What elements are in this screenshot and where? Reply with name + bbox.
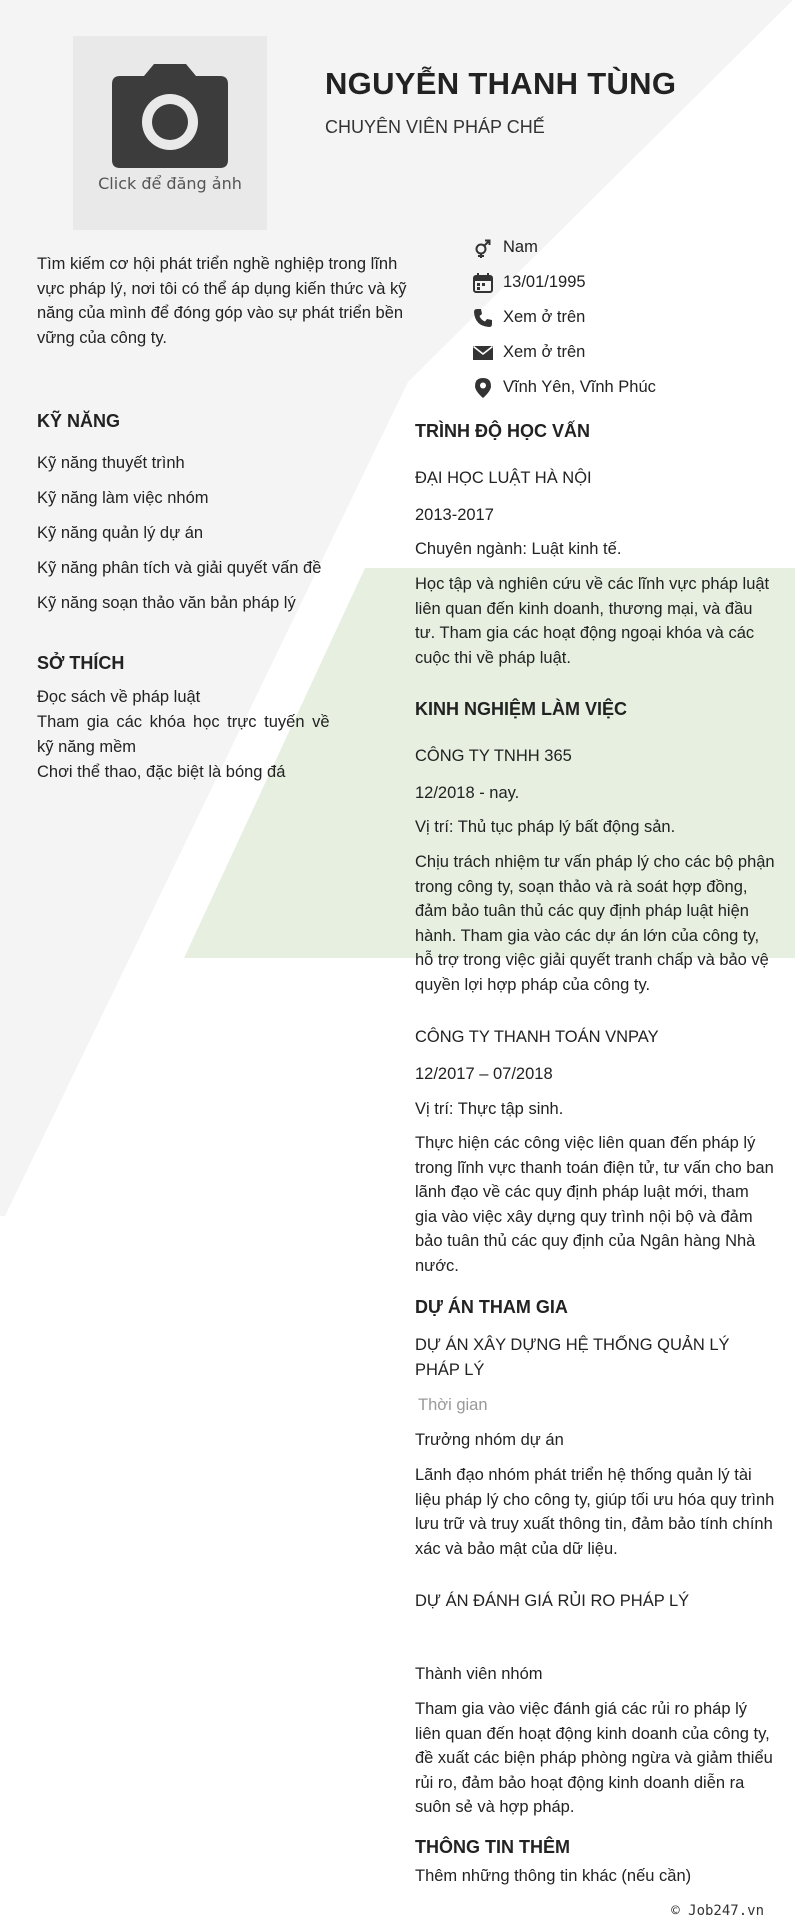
skill-item: Kỹ năng quản lý dự án bbox=[37, 524, 204, 542]
job-description: Thực hiện các công việc liên quan đến pháp lý trong lĩnh vực thanh toán điện tử, tư vấn cho ban lãnh đạo về các quy định pháp luật mới, tham gia vào việc xây dựng quy trình nội bộ và đảm bảo tuân thủ các quy định của Ngân hàng Nhà nước. bbox=[415, 1134, 774, 1275]
skills-list bbox=[37, 453, 347, 628]
project-description: Lãnh đạo nhóm phát triển hệ thống quản lý tài liệu pháp lý cho công ty, giúp tối ưu hóa quy trình lưu trữ và truy xuất thông tin, đảm bảo tính chính xác và bảo mật của dữ liệu. bbox=[415, 1466, 775, 1558]
job-position: Vị trí: Thủ tục pháp lý bất động sản. bbox=[415, 818, 676, 836]
education-period: 2013-2017 bbox=[415, 506, 494, 524]
job-position: Vị trí: Thực tập sinh. bbox=[415, 1100, 564, 1118]
hobbies-list bbox=[37, 685, 347, 785]
company-name: CÔNG TY TNHH 365 bbox=[415, 747, 572, 765]
info-row-birthday bbox=[472, 265, 792, 300]
career-objective: Tìm kiếm cơ hội phát triển nghề nghiệp trong lĩnh vực pháp lý, nơi tôi có thể áp dụng kiến thức và kỹ năng của mình để đóng góp vào sự phát triển bền vững của công ty. bbox=[37, 255, 407, 347]
extra-info-text: Thêm những thông tin khác (nếu cần) bbox=[415, 1867, 692, 1885]
project-time: Thời gian bbox=[418, 1396, 488, 1414]
hobby-item-continued: kỹ năng mềm bbox=[37, 738, 137, 756]
school-name: ĐẠI HỌC LUẬT HÀ NỘI bbox=[415, 469, 592, 487]
skill-item: Kỹ năng soạn thảo văn bản pháp lý bbox=[37, 594, 296, 612]
info-row-address bbox=[472, 370, 792, 405]
info-row-phone bbox=[472, 300, 792, 335]
job-description: Chịu trách nhiệm tư vấn pháp lý cho các bộ phận trong công ty, soạn thảo và rà soát hợp đồng, đảm bảo tuân thủ các quy định pháp luật hiện hành. Tham gia vào các dự án lớn của công ty, hỗ trợ trong việc giải quyết tranh chấp và bảo vệ quyền lợi hợp pháp của công ty. bbox=[415, 853, 775, 994]
footer-copyright: © Job247.vn bbox=[671, 1903, 764, 1919]
project-role: Thành viên nhóm bbox=[415, 1665, 543, 1683]
company-name: CÔNG TY THANH TOÁN VNPAY bbox=[415, 1028, 659, 1046]
project-role: Trưởng nhóm dự án bbox=[415, 1431, 564, 1449]
hobby-item: Chơi thể thao, đặc biệt là bóng đá bbox=[37, 763, 286, 781]
birthday-value: 13/01/1995 bbox=[503, 273, 586, 291]
job-period: 12/2018 - nay. bbox=[415, 784, 520, 802]
gender-icon bbox=[472, 237, 494, 259]
hobbies-title: SỞ THÍCH bbox=[37, 653, 125, 673]
education-major: Chuyên ngành: Luật kinh tế. bbox=[415, 540, 622, 558]
info-row-email bbox=[472, 335, 792, 370]
skill-item: Kỹ năng thuyết trình bbox=[37, 454, 185, 472]
camera-icon bbox=[112, 64, 228, 168]
location-pin-icon bbox=[472, 377, 494, 399]
phone-value: Xem ở trên bbox=[503, 308, 586, 326]
candidate-name: NGUYỄN THANH TÙNG bbox=[325, 66, 677, 101]
photo-upload-placeholder[interactable] bbox=[73, 36, 267, 230]
hobby-item: Đọc sách về pháp luật bbox=[37, 688, 201, 706]
job-title: CHUYÊN VIÊN PHÁP CHẾ bbox=[325, 117, 545, 137]
email-value: Xem ở trên bbox=[503, 343, 586, 361]
education-description: Học tập và nghiên cứu về các lĩnh vực pháp luật liên quan đến kinh doanh, thương mại, và đầu tư. Tham gia các hoạt động ngoại khóa và các cuộc thi về pháp luật. bbox=[415, 575, 770, 667]
info-row-gender bbox=[472, 230, 792, 265]
extra-info-title: THÔNG TIN THÊM bbox=[415, 1837, 570, 1857]
hobby-item: Tham gia các khóa học trực tuyến về bbox=[37, 713, 330, 731]
calendar-icon bbox=[472, 272, 494, 294]
phone-icon bbox=[472, 307, 494, 329]
photo-upload-label: Click để đăng ảnh bbox=[98, 174, 242, 193]
education-title: TRÌNH ĐỘ HỌC VẤN bbox=[415, 421, 590, 441]
skills-title: KỸ NĂNG bbox=[37, 411, 121, 431]
project-name: DỰ ÁN ĐÁNH GIÁ RỦI RO PHÁP LÝ bbox=[415, 1592, 690, 1610]
project-name: DỰ ÁN XÂY DỰNG HỆ THỐNG QUẢN LÝ PHÁP LÝ bbox=[415, 1336, 730, 1379]
gender-value: Nam bbox=[503, 238, 538, 256]
projects-title: DỰ ÁN THAM GIA bbox=[415, 1297, 568, 1317]
mail-icon bbox=[472, 342, 494, 364]
skill-item: Kỹ năng làm việc nhóm bbox=[37, 489, 209, 507]
project-description: Tham gia vào việc đánh giá các rủi ro pháp lý liên quan đến hoạt động kinh doanh của công ty, đề xuất các biện pháp phòng ngừa và giảm thiểu rủi ro, đảm bảo hoạt động kinh doanh diễn ra suôn sẻ và hợp pháp. bbox=[415, 1700, 773, 1816]
personal-info-list bbox=[472, 230, 792, 405]
job-period: 12/2017 – 07/2018 bbox=[415, 1065, 553, 1083]
skill-item: Kỹ năng phân tích và giải quyết vấn đề bbox=[37, 559, 322, 577]
address-value: Vĩnh Yên, Vĩnh Phúc bbox=[503, 378, 656, 396]
experience-title: KINH NGHIỆM LÀM VIỆC bbox=[415, 699, 628, 719]
